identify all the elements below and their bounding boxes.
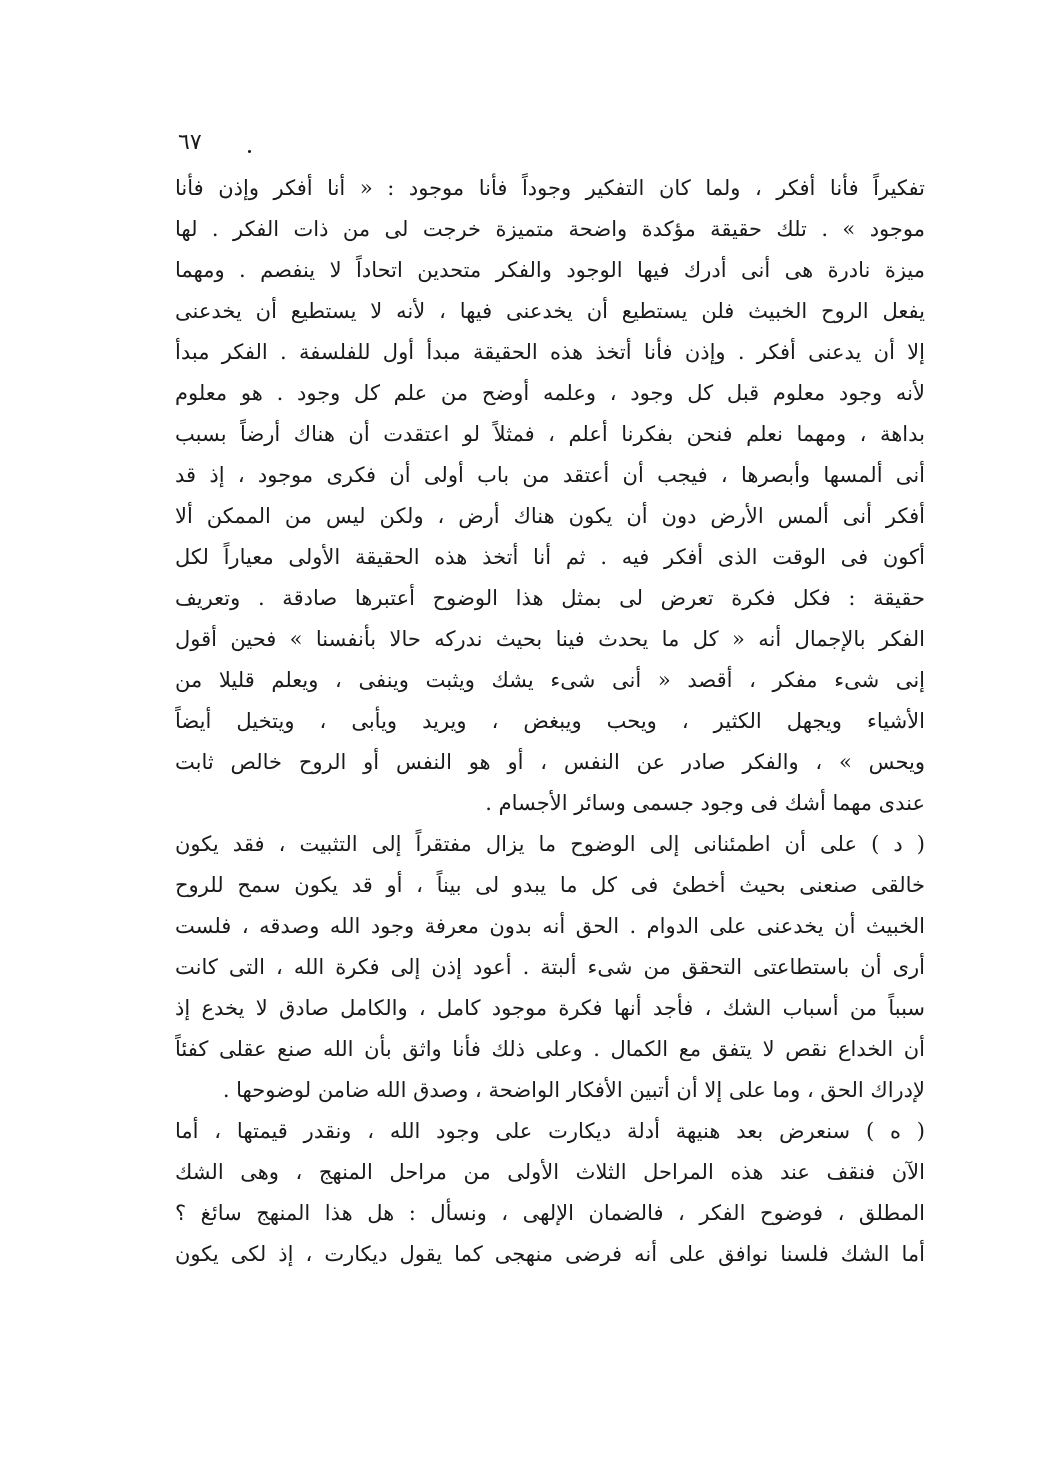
text-line: ويحس » ، والفكر صادر عن النفس ، أو هو النفس أو الروح خالص ثابت xyxy=(175,750,925,774)
text-line: خالقى صنعنى بحيث أخطئ فى كل ما يبدو لى بيناً ، أو قد يكون سمح للروح xyxy=(175,873,925,897)
text-line: بداهة ، ومهما نعلم فنحن بفكرنا أعلم ، فمثلاً لو اعتقدت أن هناك أرضاً بسبب xyxy=(175,422,925,446)
page-number: ٦٧ xyxy=(178,130,202,155)
text-line: إلا أن يدعنى أفكر . وإذن فأنا أتخذ هذه الحقيقة مبدأ أول للفلسفة . الفكر مبدأ xyxy=(175,340,925,364)
text-line: ( ه ) سنعرض بعد هنيهة أدلة ديكارت على وجود الله ، ونقدر قيمتها ، أما xyxy=(175,1119,925,1143)
text-line: الفكر بالإجمال أنه « كل ما يحدث فينا بحيث ندركه حالا بأنفسنا » فحين أقول xyxy=(175,627,925,651)
text-line: ميزة نادرة هى أنى أدرك فيها الوجود والفكر متحدين اتحاداً لا ينفصم . ومهما xyxy=(175,258,925,282)
body-text xyxy=(175,168,925,1275)
text-line: لأنه وجود معلوم قبل كل وجود ، وعلمه أوضح من علم كل وجود . هو معلوم xyxy=(175,381,925,405)
text-line: عندى مهما أشك فى وجود جسمى وسائر الأجسام . xyxy=(485,791,925,815)
text-line: أما الشك فلسنا نوافق على أنه فرضى منهجى كما يقول ديكارت ، إذ لكى يكون xyxy=(175,1242,925,1266)
text-line: الخبيث أن يخدعنى على الدوام . الحق أنه بدون معرفة وجود الله وصدقه ، فلست xyxy=(175,914,925,938)
text-line: سبباً من أسباب الشك ، فأجد أنها فكرة موجود كامل ، والكامل صادق لا يخدع إذ xyxy=(175,996,925,1020)
text-line: يفعل الروح الخبيث فلن يستطيع أن يخدعنى فيها ، لأنه لا يستطيع أن يخدعنى xyxy=(175,299,925,323)
text-line: الآن فنقف عند هذه المراحل الثلاث الأولى من مراحل المنهج ، وهى الشك xyxy=(175,1160,925,1184)
text-line: أفكر أنى ألمس الأرض دون أن يكون هناك أرض ، ولكن ليس من الممكن ألا xyxy=(175,504,925,528)
page-number-dot xyxy=(248,150,251,153)
text-line: أنى ألمسها وأبصرها ، فيجب أن أعتقد من باب أولى أن فكرى موجود ، إذ قد xyxy=(175,463,925,487)
text-line: ( د ) على أن اطمئنانى إلى الوضوح ما يزال مفتقراً إلى التثبيت ، فقد يكون xyxy=(175,832,925,856)
text-line: أكون فى الوقت الذى أفكر فيه . ثم أنا أتخذ هذه الحقيقة الأولى معياراً لكل xyxy=(175,545,925,569)
text-line: حقيقة : فكل فكرة تعرض لى بمثل هذا الوضوح أعتبرها صادقة . وتعريف xyxy=(175,586,925,610)
text-line: الأشياء ويجهل الكثير ، ويحب ويبغض ، ويريد ويأبى ، ويتخيل أيضاً xyxy=(175,709,925,733)
text-line: تفكيراً فأنا أفكر ، ولما كان التفكير وجوداً فأنا موجود : « أنا أفكر وإذن فأنا xyxy=(175,176,925,200)
text-line: المطلق ، فوضوح الفكر ، فالضمان الإلهى ، ونسأل : هل هذا المنهج سائغ ؟ xyxy=(175,1201,925,1225)
text-line: إنى شىء مفكر ، أقصد « أنى شىء يشك ويثبت وينفى ، ويعلم قليلا من xyxy=(175,668,925,692)
text-line: موجود » . تلك حقيقة مؤكدة واضحة متميزة خرجت لى من ذات الفكر . لها xyxy=(175,217,925,241)
text-line: لإدراك الحق ، وما على إلا أن أتبين الأفكار الواضحة ، وصدق الله ضامن لوضوحها . xyxy=(222,1078,925,1102)
text-line: أرى أن باستطاعتى التحقق من شىء ألبتة . أعود إذن إلى فكرة الله ، التى كانت xyxy=(175,955,925,979)
text-line: أن الخداع نقص لا يتفق مع الكمال . وعلى ذلك فأنا واثق بأن الله صنع عقلى كفئاً xyxy=(175,1037,925,1061)
